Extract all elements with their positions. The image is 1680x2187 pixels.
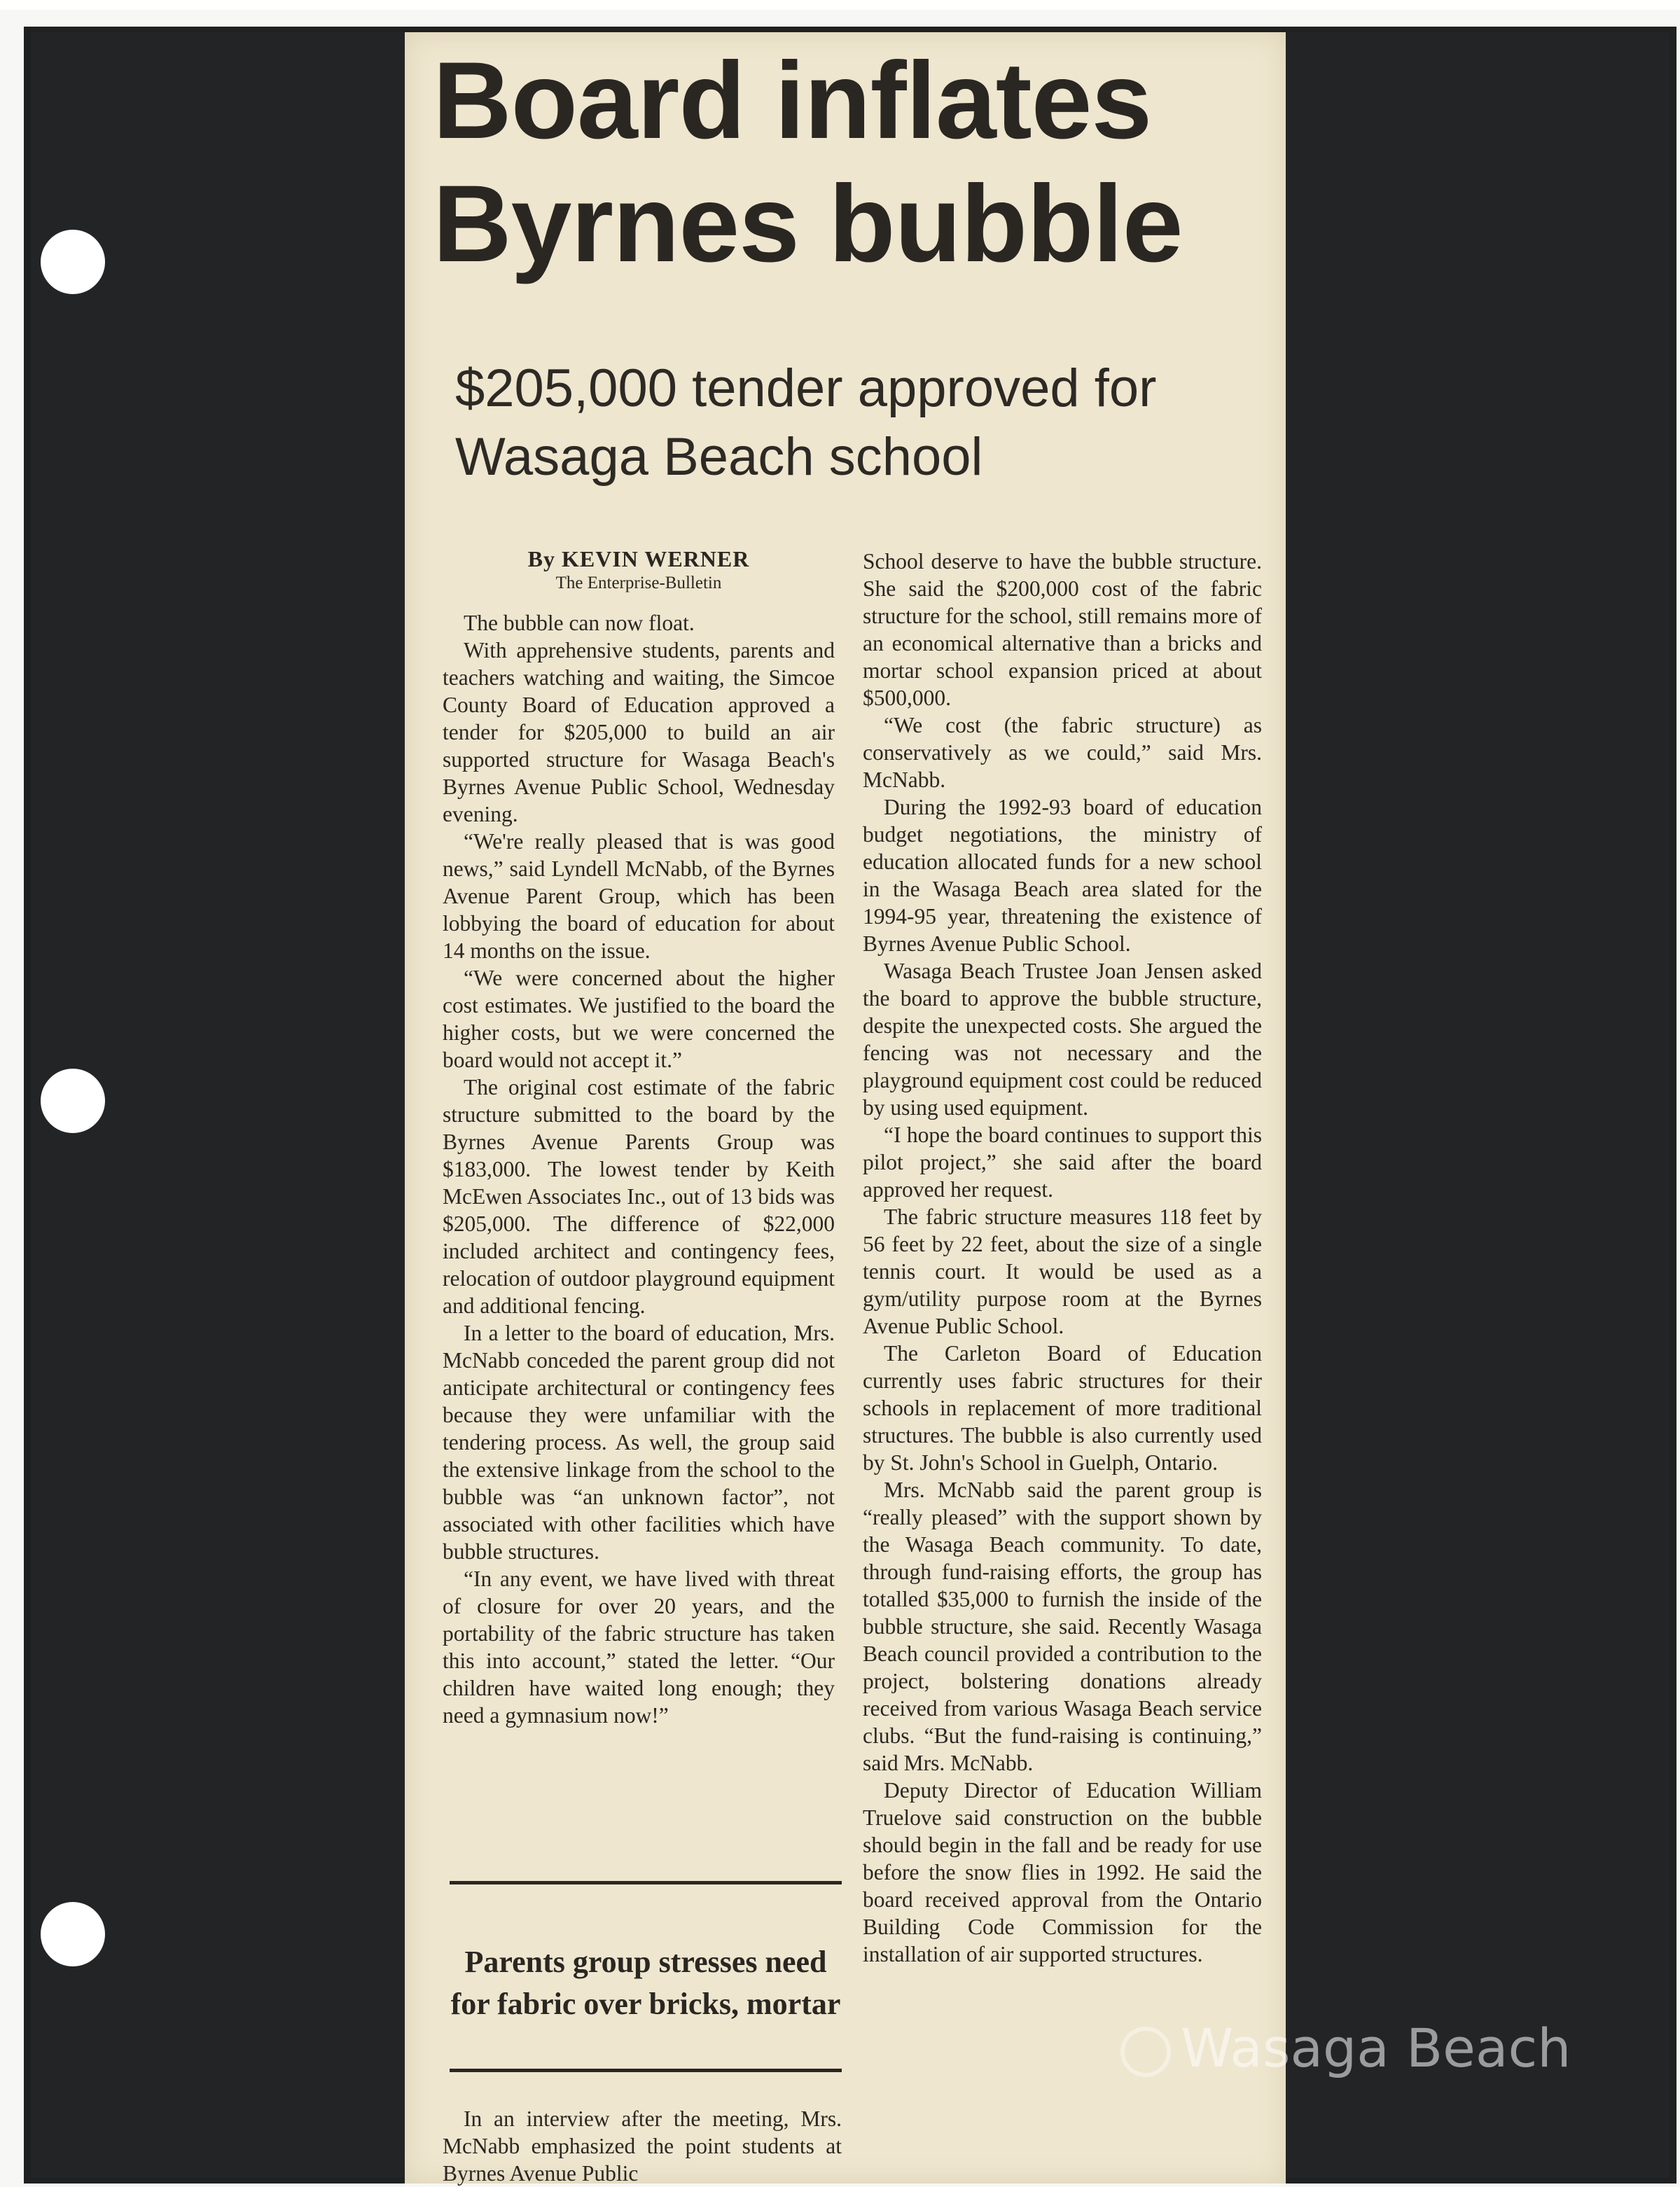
paragraph: With apprehensive students, parents and teachers watching and waiting, the Simcoe County Board of Education approved a tender for $205,000 to build an air supported structure for Wasaga Beach's Byrnes Avenue Public School, Wednesday evening. xyxy=(443,638,835,826)
paragraph: Mrs. McNabb said the parent group is “really pleased” with the support shown by the Wasaga Beach community. To date, through fund-raising efforts, the group has totalled $35,000 to furnish the inside of the bubble structure, she said. Recently Wasaga Beach council provided a contribution to the project, bolstering donations already received from various Wasaga Beach service clubs. “But the fund-raising is continuing,” said Mrs. McNabb. xyxy=(863,1478,1262,1775)
scan-edge xyxy=(0,0,1680,10)
paragraph: “I hope the board continues to support this pilot project,” she said after the board approved her request. xyxy=(863,1123,1262,1202)
paragraph: During the 1992-93 board of education budget negotiations, the ministry of education allocated funds for a new school in the Wasaga Beach area slated for the 1994-95 year, threatening the existence of Byrnes Avenue Public School. xyxy=(863,795,1262,956)
paragraph: Deputy Director of Education William Truelove said construction on the bubble should begin in the fall and be ready for use before the snow flies in 1992. He said the board received approval from the Ontario Building Code Commission for the installation of air supported structures. xyxy=(863,1778,1262,1966)
deck-subtitle: $205,000 tender approved for Wasaga Beach school xyxy=(455,359,1157,487)
article-column-right xyxy=(863,548,1262,1968)
paragraph: “We're really pleased that is was good news,” said Lyndell McNabb, of the Byrnes Avenue Parent Group, which has been lobbying the board of education for about 14 months on the issue. xyxy=(443,829,835,963)
paragraph: The original cost estimate of the fabric structure submitted to the board by the Byrnes Avenue Parents Group was $183,000. The lowest tender by Keith McEwen Associates Inc., out of 13 bids was $205,000. The difference of $22,000 included architect and contingency fees, relocation of outdoor playground equipment and additional fencing. xyxy=(443,1075,835,1318)
divider-rule-top xyxy=(450,1881,842,1884)
subheadline: Parents group stresses need for fabric over bricks, mortar xyxy=(450,1945,841,2021)
binder-hole-middle xyxy=(41,1069,105,1133)
newspaper-clipping xyxy=(405,32,1286,2186)
paragraph: “In any event, we have lived with threat of closure for over 20 years, and the portability of the fabric structure has taken this into account,” stated the letter. “Our children have waited long enough; they need a gymnasium now!” xyxy=(443,1567,835,1728)
paragraph: The fabric structure measures 118 feet by 56 feet by 22 feet, about the size of a single tennis court. It would be used as a gym/utility purpose room at the Byrnes Avenue Public School. xyxy=(863,1204,1262,1338)
binder-hole-bottom xyxy=(41,1902,105,1966)
paragraph: “We cost (the fabric structure) as conservatively as we could,” said Mrs. McNabb. xyxy=(863,713,1262,792)
byline-by: By xyxy=(527,546,555,571)
article-column-left xyxy=(443,543,835,1729)
divider-rule-bottom xyxy=(450,2069,842,2072)
paragraph: The Carleton Board of Education currently uses fabric structures for their schools in replacement of more traditional structures. The bubble is also currently used by St. John's School in Guelph, Ontario. xyxy=(863,1341,1262,1475)
paragraph: Wasaga Beach Trustee Joan Jensen asked the board to approve the bubble structure, despite the unexpected costs. She argued the fencing was not necessary and the playground equipment cost could be reduced by using used equipment. xyxy=(863,959,1262,1120)
article-column-left-continued xyxy=(443,2105,842,2187)
paragraph: In a letter to the board of education, Mrs. McNabb conceded the parent group did not anticipate architectural or contingency fees because they were unfamiliar with the tendering process. As well, the group said the extensive linkage from the school to the bubble was “an unknown factor”, not associated with other facilities which have bubble structures. xyxy=(443,1321,835,1564)
byline xyxy=(443,546,835,571)
byline-name: KEVIN WERNER xyxy=(562,546,750,571)
paragraph: In an interview after the meeting, Mrs. McNabb emphasized the point students at Byrnes Avenue Public xyxy=(443,2106,842,2186)
watermark xyxy=(1120,2017,1571,2080)
headline: Board inflates Byrnes bubble xyxy=(433,40,1183,285)
paragraph: The bubble can now float. xyxy=(464,611,695,635)
paragraph: “We were concerned about the higher cost estimates. We justified to the board the higher costs, but we were concerned the board would not accept it.” xyxy=(443,966,835,1072)
watermark-text: Wasaga Beach xyxy=(1181,2017,1571,2079)
byline-publication: The Enterprise-Bulletin xyxy=(555,574,722,592)
paragraph: School deserve to have the bubble structure. She said the $200,000 cost of the fabric structure for the school, still remains more of an economical alternative than a bricks and mortar school expansion priced at about $500,000. xyxy=(863,549,1262,710)
watermark-logo-icon xyxy=(1120,2027,1171,2077)
binder-hole-top xyxy=(41,230,105,294)
